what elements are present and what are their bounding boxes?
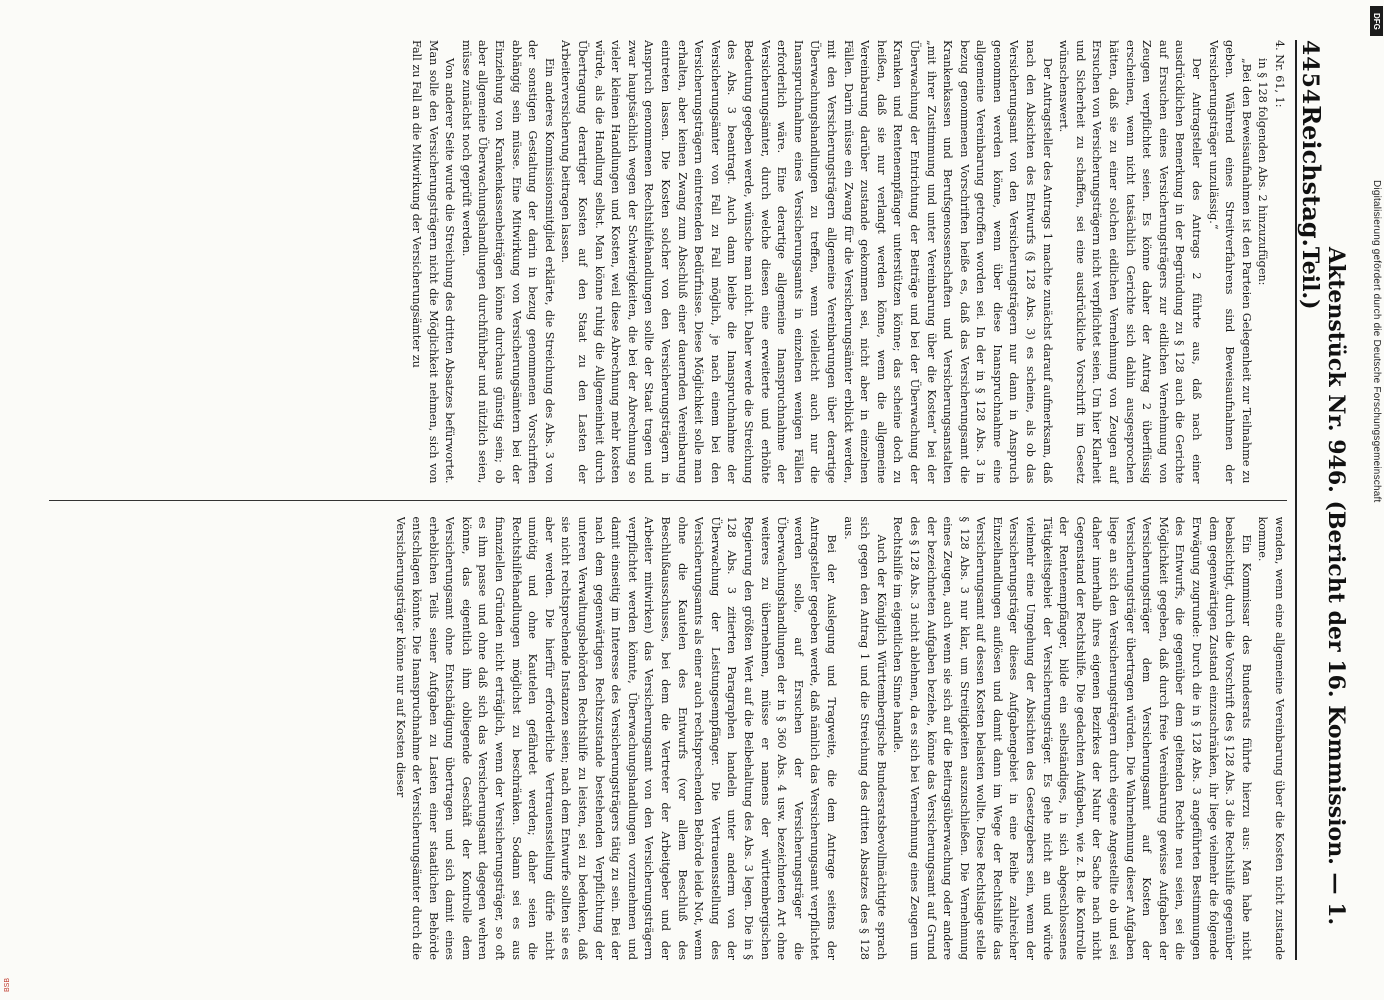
digitization-credit: Digitalisierung gefördert durch die Deutsche Forschungsgemeinschaft	[1371, 180, 1382, 503]
library-mark: BSB	[4, 977, 11, 992]
paragraph: 4. Nr. 61, 1:	[1273, 40, 1286, 108]
document-page	[37, 30, 1347, 970]
page-number: 4454	[1297, 40, 1323, 106]
paragraph: „Bei den Beweisaufnahmen ist den Parteien Gelegenheit zur Teilnahme zu geben. Während eines Streitverfahrens sind Beweisaufnahmen der Versicherungsträger unzulässig.“	[1206, 40, 1253, 484]
column-divider	[49, 500, 1287, 501]
paragraph: Von anderer Seite wurde die Streichung des dritten Absatzes befürwortet. Man solle den Versicherungsträgern nicht die Möglichkeit nehmen, sich von Fall zu Fall an die Mitwirkung der Versicherungsämter zu	[410, 40, 457, 484]
left-column	[49, 40, 1287, 484]
paragraph: Der Antragsteller des Antrags 2 führte aus, daß nach einer ausdrücklichen Bemerkung in der Begründung zu § 128 auch die Gerichte auf Ersuchen eines Versicherungsträgers zur eidlichen Vernehmung von Zeugen verpflichtet seien. Es könne daher der Antrag 2 überflüssig erscheinen, wenn nicht tatsächlich Gerichte sich dahin ausgesprochen hätten, daß sie zu einer solchen eidlichen Vernehmung von Zeugen auf Ersuchen von Versicherungsträgern nicht verpflichtet seien. Um hier Klarheit und Sicherheit zu schaffen, sei eine ausdrückliche Vorschrift im Gesetz wünschenswert.	[1057, 40, 1204, 484]
paragraph: Ein Kommissar des Bundesrats führte hierzu aus: Man habe nicht beabsichtigt, durch die Vorschrift des § 128 Abs. 3 die Rechtshilfe gegenüber dem gegenwärtigen Zustand einzuschränken, ihr liege vielmehr die folgende Erwägung zugrunde: Durch die in § 128 Abs. 3 angeführten Bestimmungen des Entwurfs, die gegenüber dem geltenden Rechte neu seien, sei die Möglichkeit gegeben, daß durch freie Vereinbarung gewisse Aufgaben der Versicherungsträger dem Versicherungsamt auf Kosten der Versicherungsträger übertragen würden. Die Wahrnehmung dieser Aufgaben liege an sich den Versicherungsträgern durch eigene Angestellte ob und sei daher innerhalb ihres eigenen Bezirkes der Natur der Sache nach nicht Gegenstand der Rechtshilfe. Die gedachten Aufgaben, wie z. B. die Kontrolle der Rentenempfänger, bilde ein selbständiges, in sich abgeschlossenes Tätigkeitsgebiet der Versicherungsträger. Es gehe nicht an und würde vielmehr eine Umgehung der Absichten des Gesetzgebers sein, wenn der Versicherungsträger dieses Aufgabengebiet in eine Reihe zahlreicher Einzelhandlungen auflösen und damit dann im Wege der Rechtshilfe das Versicherungsamt auf dessen Kosten belasten wollte. Diese Rechtslage stelle § 128 Abs. 3 nur klar, um Streitigkeiten auszuschließen. Die Vernehmung eines Zeugen, auch wenn sie sich auf die Beitragsüberwachung oder andere der bezeichneten Aufgaben beziehe, könne das Versicherungsamt auf Grund des § 128 Abs. 3 nicht ablehnen, da es sich bei Vernehmung eines Zeugen um Rechtshilfe im eigentlichen Sinne handle.	[891, 516, 1253, 960]
right-column	[49, 517, 1287, 961]
header-left: Reichstag.	[1297, 105, 1326, 247]
paragraph: Der Antragsteller des Antrags 1 machte zunächst darauf aufmerksam, daß nach den Absichten des Entwurfs (§ 128 Abs. 3) es scheine, als ob das Versicherungsamt von den Versicherungsträgern nur dann in Anspruch genommen werden könne, wenn über diese Inanspruchnahme eine allgemeine Vereinbarung getroffen worden sei. In der in § 128 Abs. 3 in bezug genommenen Vorschriften heiße es, daß das Versicherungsamt die Krankenkassen und Berufsgenossenschaften und Versicherungsanstalten „mit ihrer Zustimmung und unter Vereinbarung über die Kosten“ bei der Überwachung der Entrichtung der Beiträge und bei der Überwachung der Kranken und Rentenempfänger unterstützen könne; das scheine doch zu heißen, daß sie nur verlangt werden könne, wenn die allgemeine Vereinbarung darüber zustande gekommen sei, nicht aber in einzelnen Fällen. Darin müsse ein Zwang für die Versicherungsämter erblickt werden, mit den Versicherungsträgern allgemeine Vereinbarungen über derartige Überwachungshandlungen zu treffen, wenn vielleicht auch nur die Inanspruchnahme eines Versicherungsamts in einzelnen wenigen Fällen erforderlich wäre. Eine derartige allgemeine Inanspruchnahme der Versicherungsämter, durch welche diesen eine erweiterte und erhöhte Bedeutung gegeben werde, wünsche man nicht. Daher werde die Streichung des Abs. 3 beantragt. Auch dann bleibe die Inanspruchnahme der Versicherungsämter von Fall zu Fall möglich, je nach einem bei den Versicherungsträgern eintretenden Bedürfnisse. Diese Möglichkeit solle man erhalten, aber keinen Zwang zum Abschluß einer dauernden Vereinbarung eintreten lassen. Die Kosten solcher von den Versicherungsträgern in Anspruch genommenen Rechtshilfehandlungen sollte der Staat tragen und zwar hauptsächlich wegen der Schwierigkeiten, die bei der Abrechnung so vieler kleinen Handlungen und Kosten, weil diese Abrechnung mehr kosten würde, als die Handlung selbst. Man könne ruhig die Allgemeinheit durch Übertragung derartiger Kosten auf den Staat zu den Lasten der Arbeiterversicherung beitragen lassen.	[559, 40, 1054, 484]
paragraph: wenden, wenn eine allgemeine Vereinbarung über die Kosten nicht zustande komme.	[1256, 516, 1286, 960]
page-header	[1295, 40, 1349, 960]
paragraph: Auch der Königlich Württembergische Bundesratsbevollmächtigte sprach sich gegen den Antrag 1 und die Streichung des dritten Absatzes des § 128 aus.	[841, 516, 888, 960]
paragraph: Bei der Auslegung und Tragweite, die dem Antrage seitens der Antragsteller gegeben werde, daß nämlich das Versicherungsamt verpflichtet werden solle, auf Ersuchen der Versicherungsträger die Überwachungshandlungen der in § 360 Abs. 4 usw. bezeichneten Art ohne weiteres zu übernehmen, müsse er namens der württembergischen Regierung den größten Wert auf die Beibehaltung des Abs. 3 legen. Die in § 128 Abs. 3 zitierten Paragraphen handeln unter anderm von der Überwachung der Leistungsempfänger. Die Vertrauensstellung des Versicherungsamts als einer auch rechtsprechenden Behörde leide Not, wenn ohne die Kautelen des Entwurfs (vor allem Beschluß des Beschlußausschusses, bei dem die Vertreter der Arbeitgeber und der Arbeiter mitwirken) das Versicherungsamt von den Versicherungsträgern verpflichtet werden könnte, Überwachungshandlungen vorzunehmen und damit einseitig im Interesse des Versicherungsträgers tätig zu sein. Bei der nach dem gegenwärtigen Rechtszustande bestehenden Verpflichtung der unteren Verwaltungsbehörden Rechtshilfe zu leisten, sei zu bedenken, daß sie nicht rechtsprechende Instanzen seien; nach dem Entwurfe sollten sie es aber werden. Die hierfür erforderliche Vertrauensstellung dürfe nicht unnötig und ohne Kautelen gefährdet werden; daher seien die Rechtshilfehandlungen möglichst zu beschränken. Sodann sei es aus finanziellen Gründen nicht erträglich, wenn der Versicherungsträger, so oft es ihm passe und ohne daß sich das Versicherungsamt dagegen wehren könne, das eigentlich ihm obliegende Geschäft der Kontrolle dem Versicherungsamt ohne Entschädigung übertragen und sich damit eines erheblichen Teils seiner Aufgaben zu Lasten einer staatlichen Behörde entschlagen könnte. Die Inanspruchnahme der Versicherungsämter durch die Versicherungsträger könne nur auf Kosten dieser	[393, 516, 838, 960]
header-title: Aktenstück Nr. 946. (Bericht der 16. Kommission. — 1. Teil.)	[1297, 246, 1349, 926]
paragraph: in § 128 folgenden Abs. 2 hinzuzufügen:	[1256, 58, 1270, 286]
dfg-logo-icon: DFG	[1370, 6, 1383, 36]
paragraph: Ein anderes Kommissionsmitglied erklärte, die Streichung des Abs. 3 von der sonstigen Gestaltung der darin in bezug genommenen Vorschriften abhängig sein müsse. Eine Mitwirkung von Versicherungsämtern bei der Einziehung von Krankenkassenbeiträgen könne durchaus günstig sein; ob aber allgemeine Überwachungshandlungen durchführbar und nützlich seien, müsse zunächst noch geprüft werden.	[459, 40, 556, 484]
text-columns	[49, 40, 1287, 960]
